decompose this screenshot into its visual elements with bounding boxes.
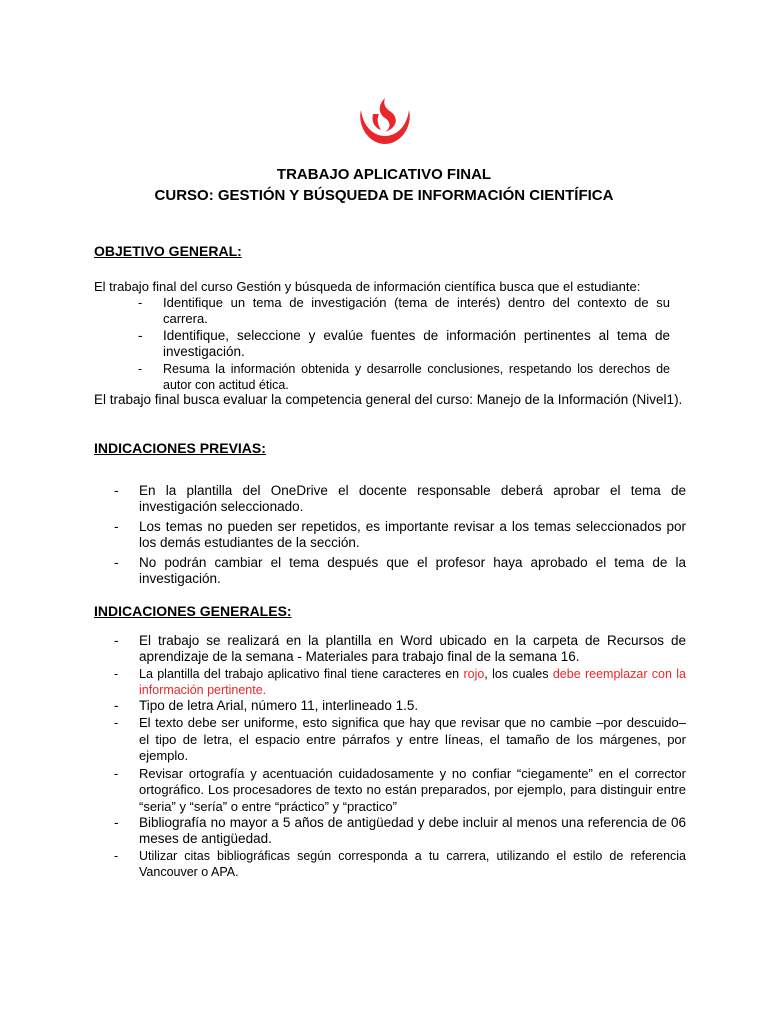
list-item: - Resuma la información obtenida y desarrolle conclusiones, respetando los derechos de autor con actitud ética.: [138, 362, 670, 392]
competencia-paragraph: El trabajo final busca evaluar la competencia general del curso: Manejo de la Información (Nivel1).: [94, 392, 683, 407]
objetivo-heading: OBJETIVO GENERAL:: [94, 243, 242, 259]
document-title-line2: CURSO: GESTIÓN Y BÚSQUEDA DE INFORMACIÓN CIENTÍFICA: [154, 187, 614, 204]
red-text-rojo: rojo: [463, 667, 485, 681]
list-item: - Revisar ortografía y acentuación cuidadosamente y no confiar “ciegamente” en el corrector ortográfico. Los procesadores de texto no están preparados, por ejemplo, para distinguir entre “seria” y “sería” o entre “práctico” y “practico”: [114, 765, 686, 814]
previas-list: [114, 483, 686, 587]
list-item: - No podrán cambiar el tema después que el profesor haya aprobado el tema de la investigación.: [114, 555, 686, 586]
list-item: - Identifique, seleccione y evalúe fuentes de información pertinentes al tema de investigación.: [138, 328, 670, 359]
university-logo-icon: [355, 96, 415, 148]
list-item: - Los temas no pueden ser repetidos, es importante revisar a los temas seleccionados por los demás estudiantes de la sección.: [114, 519, 686, 550]
list-item: - El texto debe ser uniforme, esto significa que hay que revisar que no cambie –por descuido– el tipo de letra, el espacio entre párrafos y entre líneas, el tamaño de los márgenes, por ejemplo.: [114, 715, 686, 763]
list-item: - Tipo de letra Arial, número 11, interlineado 1.5.: [114, 698, 419, 713]
list-item: - El trabajo se realizará en la plantilla en Word ubicado en la carpeta de Recursos de aprendizaje de la semana - Materiales para trabajo final de la semana 16.: [114, 633, 686, 664]
list-item: - Bibliografía no mayor a 5 años de antigüedad y debe incluir al menos una referencia de 06 meses de antigüedad.: [114, 815, 686, 846]
objetivo-list: [138, 295, 670, 393]
red-text-instruction: debe reemplazar con la información pertinente.: [139, 667, 687, 697]
previas-heading: INDICACIONES PREVIAS:: [94, 440, 266, 456]
document-title-line1: TRABAJO APLICATIVO FINAL: [276, 166, 492, 183]
list-item: - Identifique un tema de investigación (tema de interés) dentro del contexto de su carrera.: [138, 295, 670, 326]
generales-list: [114, 633, 687, 880]
objetivo-intro: El trabajo final del curso Gestión y búsqueda de información científica busca que el estudiante:: [94, 279, 641, 294]
generales-heading: INDICACIONES GENERALES:: [94, 603, 292, 619]
list-item: - En la plantilla del OneDrive el docente responsable deberá aprobar el tema de investigación seleccionado.: [114, 483, 686, 514]
list-item: - La plantilla del trabajo aplicativo final tiene caracteres en rojo, los cuales debe reemplazar con la información pertinente.: [114, 667, 687, 697]
list-item: - Utilizar citas bibliográficas según corresponda a tu carrera, utilizando el estilo de referencia Vancouver o APA.: [114, 849, 686, 879]
